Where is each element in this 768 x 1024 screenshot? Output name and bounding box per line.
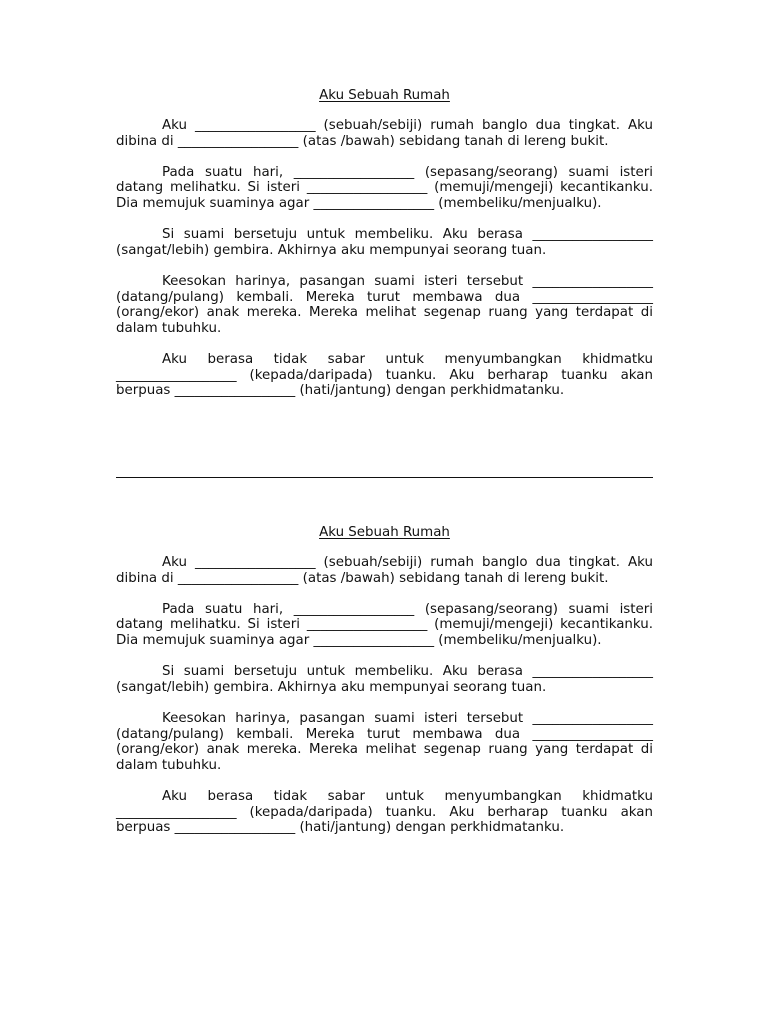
paragraph-2: Pada suatu hari, __________________ (sepasang/seorang) suami isteri datang melihatku. Si isteri __________________ (memuji/mengeji) kecantikanku. Dia memujuk suaminya agar __________________ (membeliku/menjualku).: [116, 164, 653, 211]
paragraph-3: Si suami bersetuju untuk membeliku. Aku berasa __________________ (sangat/lebih) gembira. Akhirnya aku mempunyai seorang tuan.: [116, 227, 653, 258]
paragraph-1: Aku __________________ (sebuah/sebiji) rumah banglo dua tingkat. Aku dibina di __________________ (atas /bawah) sebidang tanah di lereng bukit.: [116, 555, 653, 586]
section-title: Aku Sebuah Rumah: [319, 525, 450, 540]
section-title: Aku Sebuah Rumah: [319, 88, 450, 103]
section-divider: [116, 477, 653, 478]
paragraph-2: Pada suatu hari, __________________ (sepasang/seorang) suami isteri datang melihatku. Si isteri __________________ (memuji/mengeji) kecantikanku. Dia memujuk suaminya agar __________________ (membeliku/menjualku).: [116, 601, 653, 648]
paragraph-4: Keesokan harinya, pasangan suami isteri tersebut __________________ (datang/pulang) kembali. Mereka turut membawa dua __________________ (orang/ekor) anak mereka. Mereka melihat segenap ruang yang terdapat di dalam tubuhku.: [116, 273, 653, 336]
paragraph-1: Aku __________________ (sebuah/sebiji) rumah banglo dua tingkat. Aku dibina di __________________ (atas /bawah) sebidang tanah di lereng bukit.: [116, 118, 653, 149]
paragraph-5: Aku berasa tidak sabar untuk menyumbangkan khidmatku __________________ (kepada/daripada) tuanku. Aku berharap tuanku akan berpuas __________________ (hati/jantung) dengan perkhidmatanku.: [116, 788, 653, 836]
worksheet-section-1: [116, 87, 653, 414]
paragraph-3: Si suami bersetuju untuk membeliku. Aku berasa __________________ (sangat/lebih) gembira. Akhirnya aku mempunyai seorang tuan.: [116, 664, 653, 695]
paragraph-4: Keesokan harinya, pasangan suami isteri tersebut __________________ (datang/pulang) kembali. Mereka turut membawa dua __________________ (orang/ekor) anak mereka. Mereka melihat segenap ruang yang terdapat di dalam tubuhku.: [116, 710, 653, 773]
worksheet-section-2: [116, 524, 653, 851]
paragraph-5: Aku berasa tidak sabar untuk menyumbangkan khidmatku __________________ (kepada/daripada) tuanku. Aku berharap tuanku akan berpuas __________________ (hati/jantung) dengan perkhidmatanku.: [116, 351, 653, 399]
